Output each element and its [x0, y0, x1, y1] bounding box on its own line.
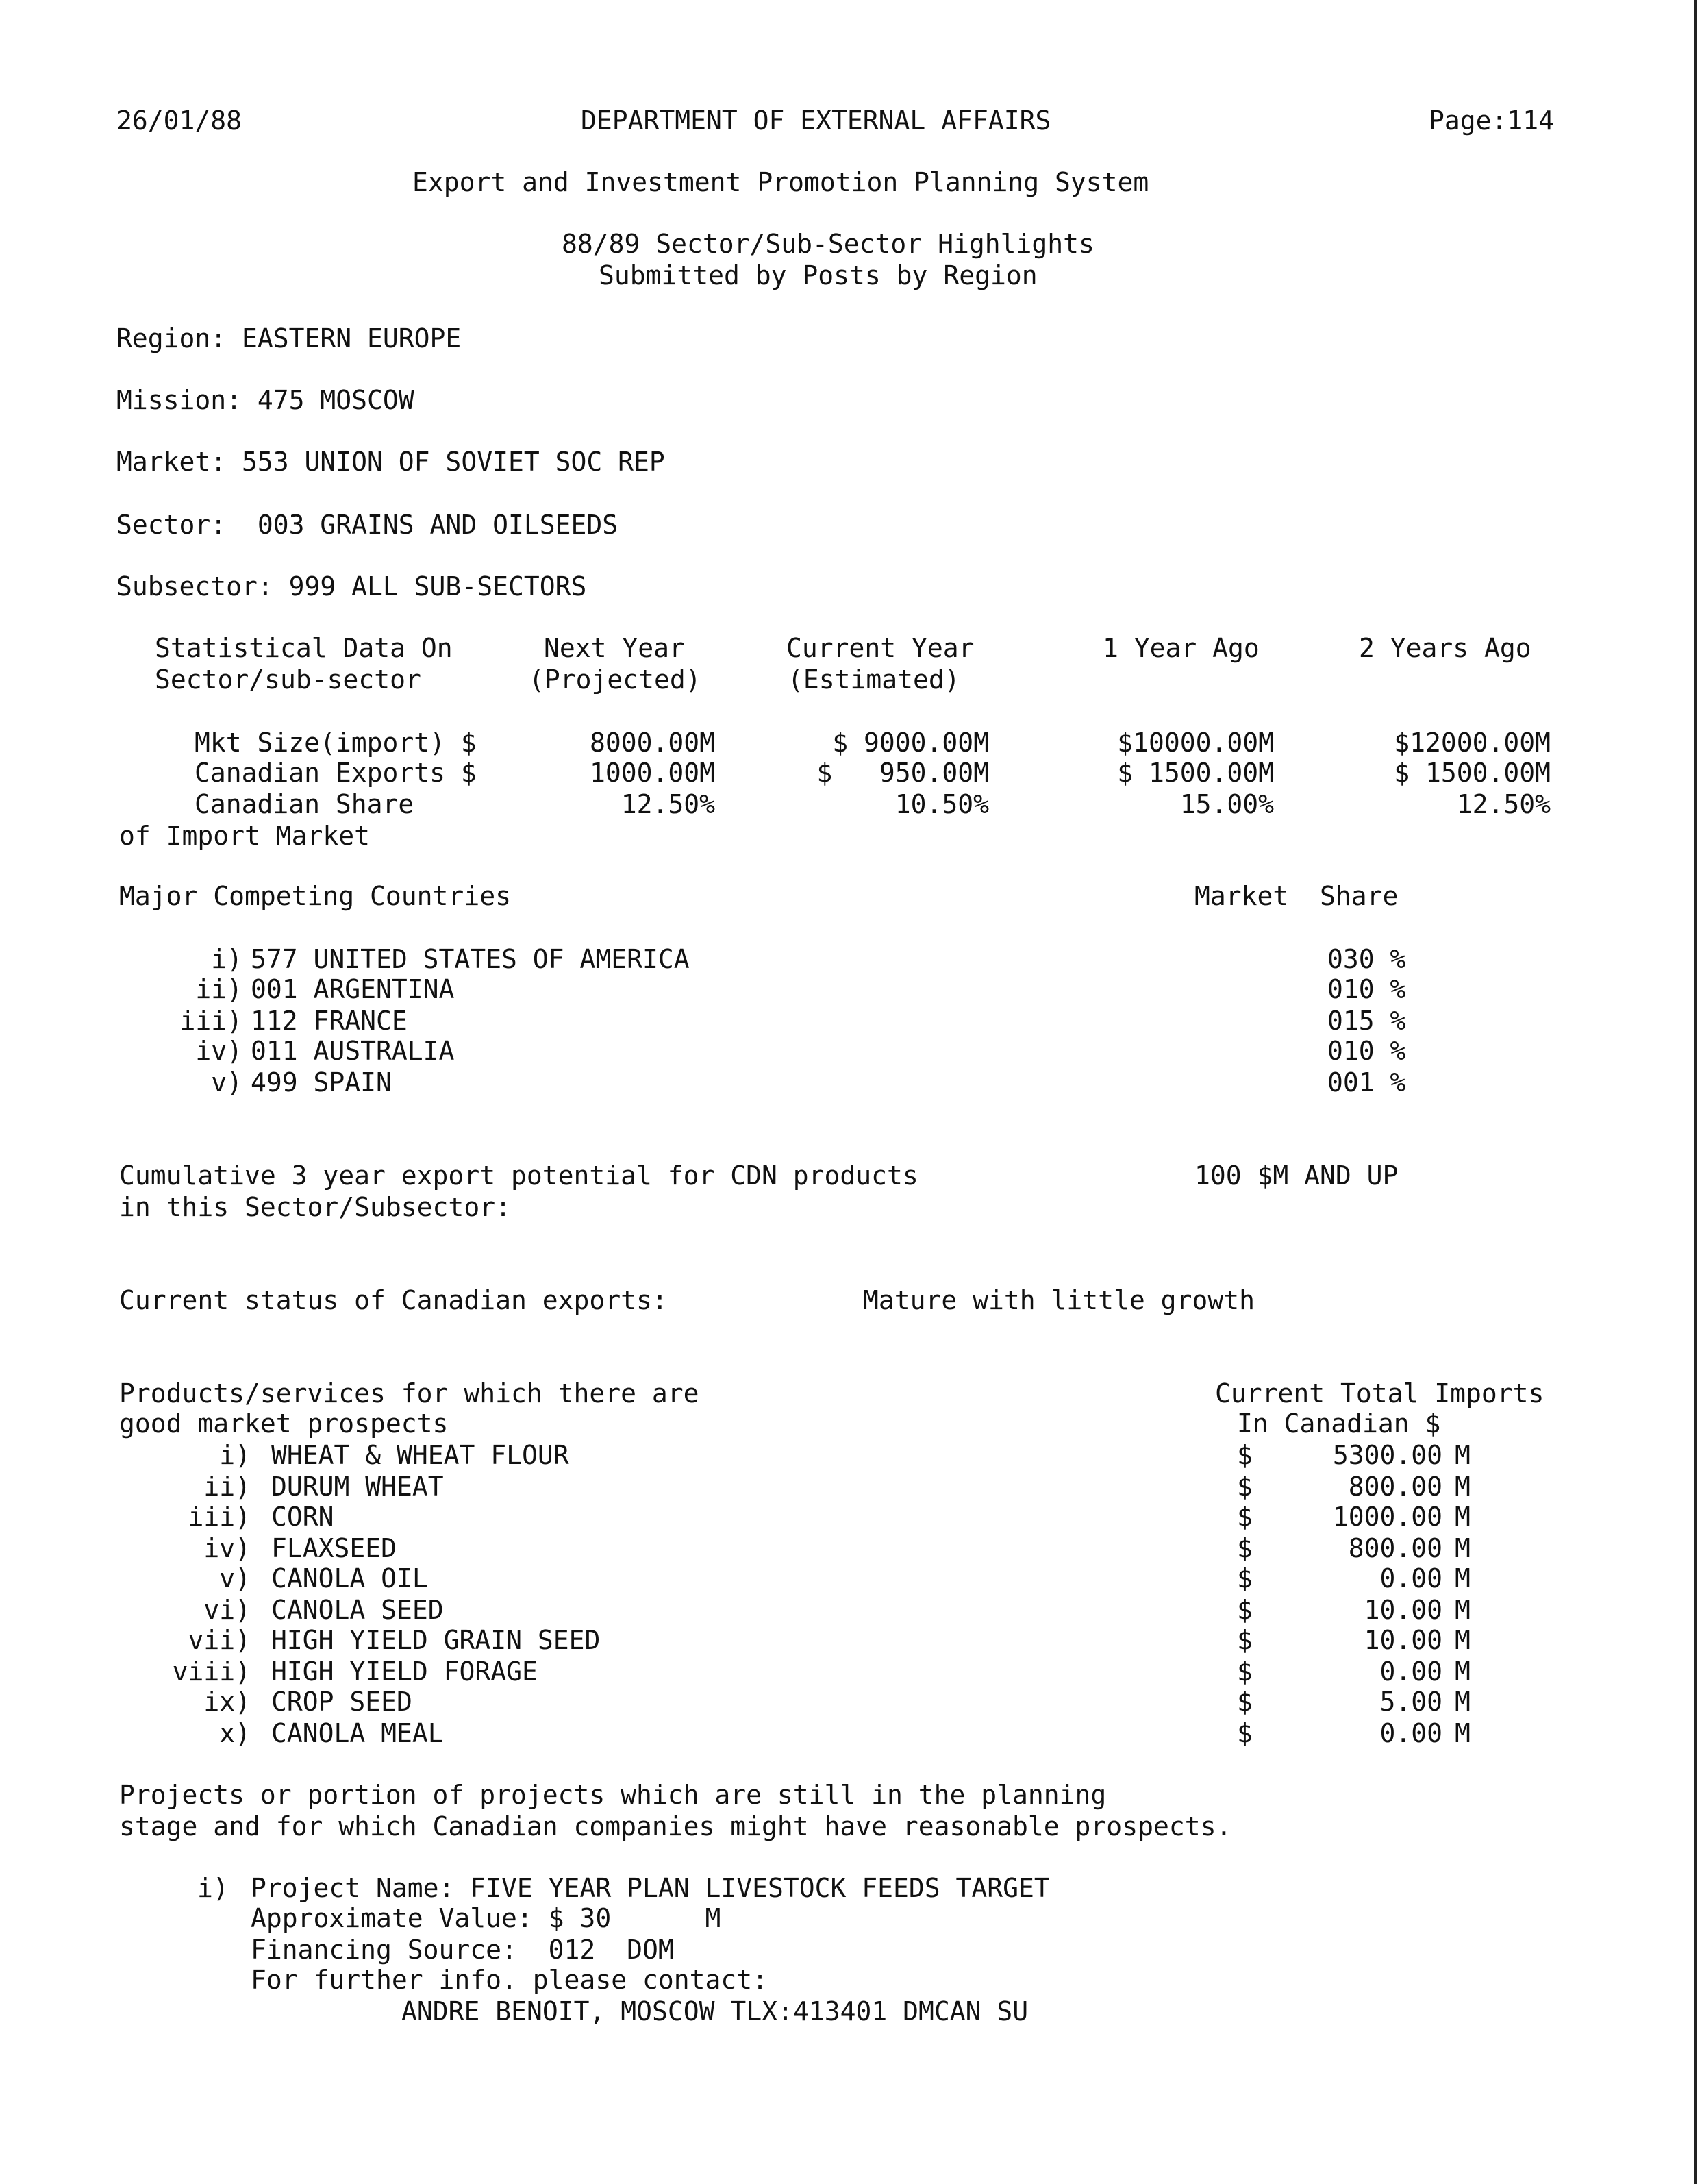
- status-value: Mature with little growth: [863, 1285, 1255, 1315]
- stats-cell: 10.50%: [894, 789, 989, 819]
- stats-col-2-years-ago: 2 Years Ago: [1359, 633, 1531, 663]
- product-name: CORN: [271, 1502, 334, 1532]
- stats-cell: $ 1500.00M: [1394, 758, 1551, 788]
- competitor-name: 577 UNITED STATES OF AMERICA: [251, 944, 690, 974]
- region-field: Region: EASTERN EUROPE: [116, 323, 462, 353]
- project-value: Approximate Value: $ 30 M: [251, 1903, 721, 1933]
- product-currency: $: [1237, 1440, 1253, 1470]
- product-value: 5.00: [1379, 1687, 1442, 1717]
- projects-intro-2: stage and for which Canadian companies might have reasonable prospects.: [119, 1811, 1232, 1841]
- project-contact-label: For further info. please contact:: [251, 1965, 768, 1995]
- project-contact: ANDRE BENOIT, MOSCOW TLX:413401 DMCAN SU: [401, 1996, 1029, 2026]
- product-value: 800.00: [1348, 1472, 1442, 1502]
- competitor-name: 112 FRANCE: [251, 1006, 408, 1036]
- product-unit: M: [1455, 1502, 1471, 1532]
- product-value: 5300.00: [1332, 1440, 1442, 1470]
- project-num: i): [197, 1873, 229, 1903]
- product-name: CANOLA SEED: [271, 1595, 444, 1625]
- product-name: FLAXSEED: [271, 1533, 397, 1563]
- product-currency: $: [1237, 1563, 1253, 1593]
- stats-cell: 1000.00M: [589, 758, 715, 788]
- product-value: 1000.00: [1332, 1502, 1442, 1532]
- product-currency: $: [1237, 1718, 1253, 1748]
- stats-cell: $12000.00M: [1394, 728, 1551, 758]
- product-currency: $: [1237, 1687, 1253, 1717]
- stats-cell: $ 950.00M: [816, 758, 989, 788]
- stats-head-label-2: Sector/sub-sector: [155, 665, 421, 695]
- potential-value: 100 $M AND UP: [1194, 1161, 1399, 1191]
- page-number: Page:114: [1429, 106, 1555, 136]
- stats-cell: $ 9000.00M: [832, 728, 989, 758]
- competitor-share: 015 %: [1327, 1006, 1406, 1036]
- competitor-num: v): [211, 1067, 242, 1097]
- competitor-name: 001 ARGENTINA: [251, 974, 455, 1004]
- product-value: 0.00: [1379, 1656, 1442, 1687]
- product-num: x): [219, 1718, 251, 1748]
- product-name: WHEAT & WHEAT FLOUR: [271, 1440, 569, 1470]
- product-value: 10.00: [1364, 1625, 1442, 1655]
- products-heading-2: good market prospects: [119, 1409, 449, 1439]
- product-num: ii): [203, 1472, 251, 1502]
- competitor-share: 010 %: [1327, 1036, 1406, 1066]
- product-unit: M: [1455, 1533, 1471, 1563]
- page-edge-rule: [1694, 0, 1697, 2184]
- product-num: iii): [188, 1502, 251, 1532]
- product-unit: M: [1455, 1687, 1471, 1717]
- stats-cell: $10000.00M: [1117, 728, 1274, 758]
- stats-row-label: Canadian Share: [195, 789, 414, 819]
- product-num: iv): [203, 1533, 251, 1563]
- mission-field: Mission: 475 MOSCOW: [116, 385, 414, 415]
- product-num: viii): [172, 1656, 251, 1687]
- competitor-name: 499 SPAIN: [251, 1067, 392, 1097]
- competitor-num: iii): [179, 1006, 242, 1036]
- stats-col-next-year-sub: (Projected): [529, 665, 701, 695]
- competitors-heading: Major Competing Countries: [119, 881, 511, 911]
- product-name: HIGH YIELD GRAIN SEED: [271, 1625, 601, 1655]
- product-unit: M: [1455, 1718, 1471, 1748]
- stats-col-1-year-ago: 1 Year Ago: [1103, 633, 1260, 663]
- stats-cell: 15.00%: [1179, 789, 1274, 819]
- competitors-share-heading: Market Share: [1194, 881, 1399, 911]
- competitor-num: ii): [195, 974, 242, 1004]
- product-unit: M: [1455, 1595, 1471, 1625]
- product-unit: M: [1455, 1625, 1471, 1655]
- project-financing: Financing Source: 012 DOM: [251, 1935, 674, 1965]
- product-num: ix): [203, 1687, 251, 1717]
- product-currency: $: [1237, 1625, 1253, 1655]
- competitor-share: 030 %: [1327, 944, 1406, 974]
- stats-cell: 12.50%: [1456, 789, 1551, 819]
- potential-line-2: in this Sector/Subsector:: [119, 1192, 511, 1222]
- product-num: vii): [188, 1625, 251, 1655]
- report-subtitle: Submitted by Posts by Region: [599, 260, 1038, 290]
- competitor-num: i): [211, 944, 242, 974]
- competitor-share: 001 %: [1327, 1067, 1406, 1097]
- stats-row-label: Canadian Exports $: [195, 758, 477, 788]
- stats-row-label: Mkt Size(import) $: [195, 728, 477, 758]
- system-title: Export and Investment Promotion Planning System: [412, 167, 1149, 197]
- stats-head-label-1: Statistical Data On: [155, 633, 453, 663]
- competitor-share: 010 %: [1327, 974, 1406, 1004]
- imports-heading-2: In Canadian $: [1237, 1409, 1441, 1439]
- products-heading-1: Products/services for which there are: [119, 1378, 699, 1409]
- product-currency: $: [1237, 1472, 1253, 1502]
- product-unit: M: [1455, 1656, 1471, 1687]
- product-num: vi): [203, 1595, 251, 1625]
- product-unit: M: [1455, 1563, 1471, 1593]
- product-name: CROP SEED: [271, 1687, 412, 1717]
- product-value: 800.00: [1348, 1533, 1442, 1563]
- stats-share-note: of Import Market: [119, 821, 371, 851]
- department-name: DEPARTMENT OF EXTERNAL AFFAIRS: [581, 106, 1051, 136]
- stats-cell: 8000.00M: [589, 728, 715, 758]
- product-name: DURUM WHEAT: [271, 1472, 444, 1502]
- stats-cell: 12.50%: [621, 789, 715, 819]
- product-num: i): [219, 1440, 251, 1470]
- product-value: 0.00: [1379, 1563, 1442, 1593]
- product-value: 0.00: [1379, 1718, 1442, 1748]
- product-currency: $: [1237, 1533, 1253, 1563]
- imports-heading-1: Current Total Imports: [1215, 1378, 1544, 1409]
- report-date: 26/01/88: [116, 106, 242, 136]
- product-value: 10.00: [1364, 1595, 1442, 1625]
- potential-line-1: Cumulative 3 year export potential for CDN products: [119, 1161, 918, 1191]
- product-currency: $: [1237, 1656, 1253, 1687]
- stats-cell: $ 1500.00M: [1117, 758, 1274, 788]
- stats-col-next-year: Next Year: [544, 633, 685, 663]
- project-name: Project Name: FIVE YEAR PLAN LIVESTOCK FEEDS TARGET: [251, 1873, 1050, 1903]
- product-name: CANOLA MEAL: [271, 1718, 444, 1748]
- product-unit: M: [1455, 1472, 1471, 1502]
- projects-intro-1: Projects or portion of projects which are still in the planning: [119, 1780, 1107, 1810]
- competitor-name: 011 AUSTRALIA: [251, 1036, 455, 1066]
- stats-col-current-year-sub: (Estimated): [788, 665, 960, 695]
- product-unit: M: [1455, 1440, 1471, 1470]
- product-currency: $: [1237, 1502, 1253, 1532]
- competitor-num: iv): [195, 1036, 242, 1066]
- market-field: Market: 553 UNION OF SOVIET SOC REP: [116, 447, 665, 477]
- product-currency: $: [1237, 1595, 1253, 1625]
- product-name: HIGH YIELD FORAGE: [271, 1656, 538, 1687]
- status-label: Current status of Canadian exports:: [119, 1285, 668, 1315]
- report-title: 88/89 Sector/Sub-Sector Highlights: [562, 229, 1094, 259]
- product-num: v): [219, 1563, 251, 1593]
- product-name: CANOLA OIL: [271, 1563, 428, 1593]
- stats-col-current-year: Current Year: [786, 633, 975, 663]
- subsector-field: Subsector: 999 ALL SUB-SECTORS: [116, 571, 587, 601]
- sector-field: Sector: 003 GRAINS AND OILSEEDS: [116, 510, 618, 540]
